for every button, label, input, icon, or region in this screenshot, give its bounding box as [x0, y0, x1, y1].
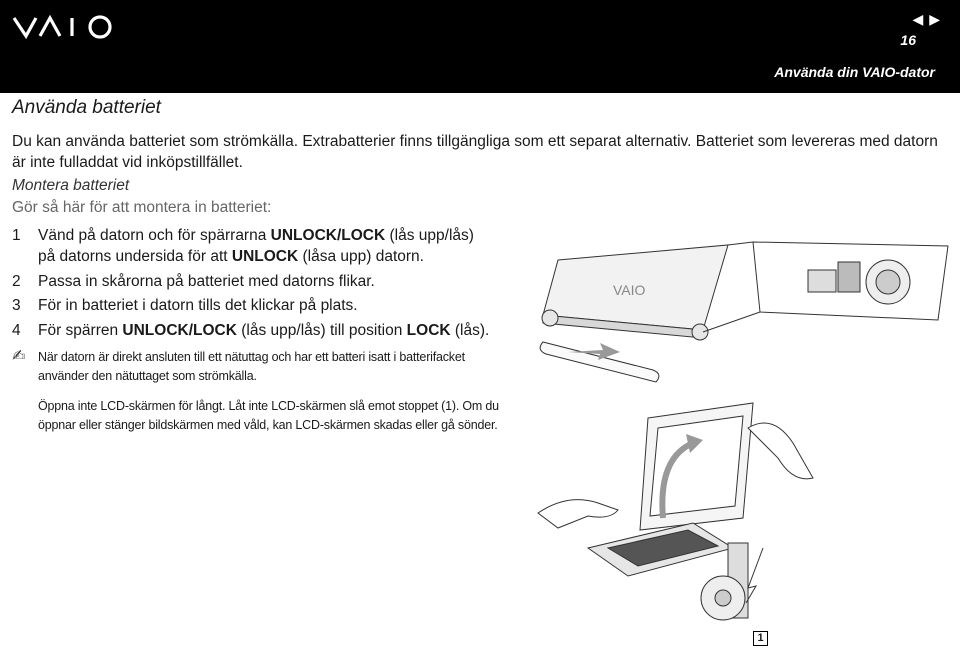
step-text: För in batteriet i datorn tills det klickar på plats.: [38, 297, 358, 314]
warning-text: Öppna inte LCD-skärmen för långt. Låt inte LCD-skärmen slå emot stoppet (1). Om du öppnar eller stänger bildskärmen med våld, kan LCD-skärmen skadas eller gå sönder.: [38, 399, 499, 432]
right-hand: [748, 423, 813, 479]
vaio-logo: [12, 10, 124, 44]
step-number: 3: [12, 297, 21, 314]
step-text-part: För spärren: [38, 322, 123, 339]
step-keyword: UNLOCK: [231, 248, 299, 265]
note-text: När datorn är direkt ansluten till ett nätuttag och har ett batteri isatt i batterifacket använder den nätuttaget som strömkälla.: [38, 350, 465, 383]
step-text: Passa in skårorna på batteriet med datorns flikar.: [38, 273, 375, 290]
battery: [540, 342, 659, 382]
page-title: Använda batteriet: [12, 97, 161, 118]
previous-page-arrow-icon[interactable]: ◀: [912, 11, 924, 27]
step-text-part: (lås).: [450, 322, 490, 339]
step-keyword: UNLOCK/LOCK: [270, 227, 386, 244]
step-text-part: (lås upp/lås): [385, 227, 474, 244]
vaio-mark: VAIO: [613, 282, 646, 298]
step-item: [12, 320, 489, 341]
subsection-title: Montera batteriet: [12, 177, 130, 194]
left-hand: [538, 500, 618, 528]
step-number: 4: [12, 322, 21, 339]
step-item: [12, 295, 358, 316]
step-text-part: Vänd på datorn och för spärrarna: [38, 227, 271, 244]
step-item: [12, 271, 375, 292]
step-text-part: (låsa upp) datorn.: [298, 248, 424, 265]
step-keyword: LOCK: [406, 322, 451, 339]
lcd-screen-illustration: [528, 398, 953, 648]
page-navigation: [912, 12, 940, 26]
step-keyword: UNLOCK/LOCK: [122, 322, 237, 339]
stopper-callout-label: 1: [753, 631, 768, 646]
section-title-link[interactable]: Använda din VAIO-dator: [774, 64, 935, 80]
step-text-part: (lås upp/lås) till position: [236, 322, 407, 339]
step-text-part: på datorns undersida för att: [38, 248, 232, 265]
pencil-icon: ✍: [12, 348, 26, 365]
next-page-arrow-icon[interactable]: ▶: [929, 11, 940, 27]
instructions-lead: Gör så här för att montera in batteriet:: [12, 199, 272, 216]
step-number: 1: [12, 227, 21, 244]
page-header: [0, 0, 960, 93]
step-number: 2: [12, 273, 21, 290]
page-number: 16: [900, 32, 916, 48]
detail-zoom-box: [753, 242, 948, 320]
step-text: [38, 320, 489, 341]
step-item: [12, 225, 474, 267]
step-text: [38, 225, 474, 267]
intro-paragraph: Du kan använda batteriet som strömkälla. Extrabatterier finns tillgängliga som ett separat alternativ. Batteriet som levereras med datorn är inte fulladdat vid inköpstillfället.: [12, 133, 938, 171]
battery-installation-illustration: [528, 240, 953, 390]
